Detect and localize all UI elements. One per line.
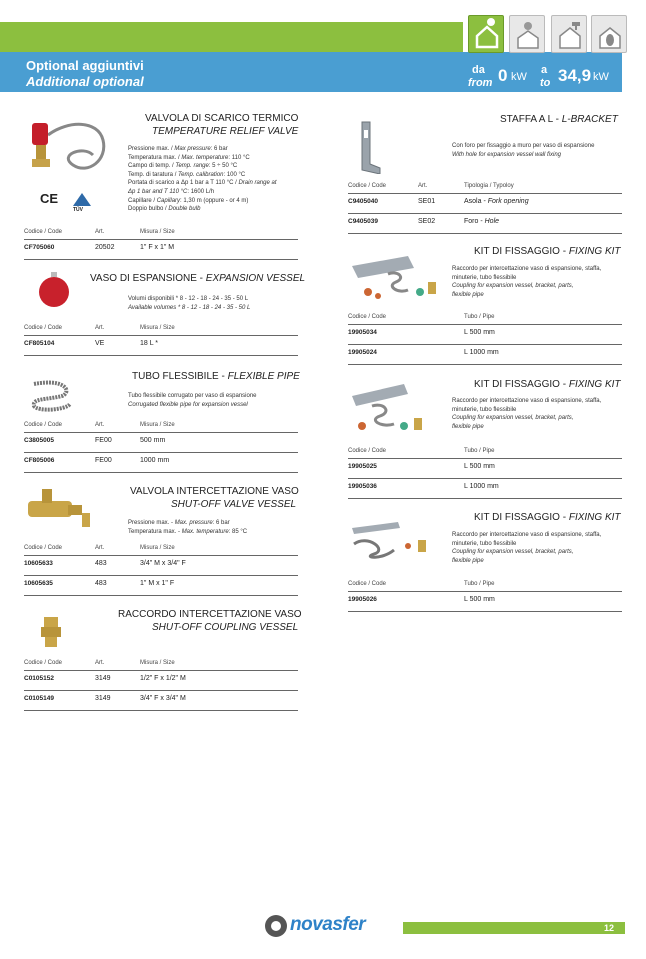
brand-name: novasfer xyxy=(290,914,366,935)
description-line xyxy=(128,392,257,401)
description-line xyxy=(452,142,594,151)
table-cell: SE01 xyxy=(418,198,436,205)
table-cell: SE02 xyxy=(418,218,436,225)
flexible-description xyxy=(128,392,257,409)
ce-mark: CE xyxy=(40,191,59,206)
description-value: : 5 ÷ 50 °C xyxy=(208,163,238,170)
description-line xyxy=(452,282,601,291)
kit1-description xyxy=(452,265,601,299)
tap-water-icon xyxy=(551,15,587,53)
description-text-it: Temperatura max. - xyxy=(128,528,182,535)
description-line xyxy=(128,188,277,197)
coupling-title-en: SHUT-OFF COUPLING VESSEL xyxy=(152,622,299,633)
table-header-cell: Misura / Size xyxy=(140,545,175,551)
expansion-title: VASO DI ESPANSIONE - EXPANSION VESSEL xyxy=(90,273,306,284)
table-cell: 3149 xyxy=(95,695,111,702)
description-text-en: With hole for expansion vessel wall fixing xyxy=(452,151,561,158)
table-cell: 18 L * xyxy=(140,340,159,347)
description-text-en: Available volumes * 8 - 12 - 18 - 24 - 35 - 50 L xyxy=(128,304,251,311)
table-cell: Asola - Fork opening xyxy=(464,198,529,205)
table-cell: FE00 xyxy=(95,457,112,464)
description-line xyxy=(452,414,601,423)
table-rule xyxy=(348,344,622,345)
product-code: C3805005 xyxy=(24,437,54,444)
table-header-cell: Codice / Code xyxy=(24,422,63,428)
sun-panel-icon xyxy=(509,15,545,53)
to-label-it: a xyxy=(541,64,548,76)
description-text-it: minuterie, tubo flessibile xyxy=(452,540,517,547)
table-cell: 500 mm xyxy=(140,437,166,444)
l-bracket-image xyxy=(358,120,382,179)
description-text-it: minuterie, tubo flessibile xyxy=(452,274,517,281)
description-line xyxy=(452,265,601,274)
description-line xyxy=(452,540,601,549)
description-value: : 1,30 m (oppure - or 4 m) xyxy=(180,197,249,204)
description-line xyxy=(128,197,277,206)
table-cell: L 1000 mm xyxy=(464,483,499,490)
description-text-it: Pressione max. / xyxy=(128,146,175,152)
shutoff-title-it: VALVOLA INTERCETTAZIONE VASO xyxy=(130,486,299,497)
leaf-house-icon xyxy=(591,15,627,53)
description-line xyxy=(128,304,250,313)
table-header-cell: Codice / Code xyxy=(24,325,63,331)
table-cell: L 500 mm xyxy=(464,463,495,470)
description-line xyxy=(128,179,277,188)
table-cell: 1/2" F x 1/2" M xyxy=(140,675,186,682)
shutoff-description xyxy=(128,519,247,536)
expansion-description xyxy=(128,295,250,312)
table-cell: L 1000 mm xyxy=(464,349,499,356)
table-cell: 1" F x 1" M xyxy=(140,244,175,251)
table-cell: 1000 mm xyxy=(140,457,170,464)
description-text-it: Temperatura max. / xyxy=(128,154,182,161)
kit3-title: KIT DI FISSAGGIO - FIXING KIT xyxy=(474,512,621,523)
description-text-it: Con foro per fissaggio a muro per vaso di espansione xyxy=(452,143,595,149)
description-text-en: Capillary xyxy=(156,197,181,204)
table-rule xyxy=(348,591,622,592)
description-line xyxy=(128,401,257,410)
description-value: : 100 °C xyxy=(223,171,246,178)
kit1-title: KIT DI FISSAGGIO - FIXING KIT xyxy=(474,246,621,257)
table-header-cell: Misura / Size xyxy=(140,660,175,666)
table-rule xyxy=(348,364,622,365)
table-header-cell: Art. xyxy=(95,660,105,666)
shutoff-valve-image xyxy=(24,487,98,536)
description-value: : 1600 L/h xyxy=(187,188,215,195)
table-cell: Foro - Hole xyxy=(464,218,500,225)
product-code: 10605633 xyxy=(24,560,53,567)
table-cell: 3/4" F x 3/4" M xyxy=(140,695,186,702)
description-text-en: flexible pipe xyxy=(452,423,484,430)
brand-logo xyxy=(264,914,366,938)
table-header-cell: Misura / Size xyxy=(140,325,175,331)
table-rule xyxy=(24,452,298,453)
kit2-title: KIT DI FISSAGGIO - FIXING KIT xyxy=(474,379,621,390)
table-cell: VE xyxy=(95,340,105,347)
description-line xyxy=(452,274,601,283)
table-header-cell: Codice / Code xyxy=(348,581,387,587)
description-line xyxy=(128,519,247,528)
table-rule xyxy=(24,472,298,473)
description-line xyxy=(128,205,277,214)
description-text-en: Double bulb xyxy=(168,206,201,213)
fixing-kit-3-image xyxy=(348,520,434,565)
table-rule xyxy=(24,670,298,671)
to-value: 34,9 xyxy=(558,66,592,85)
description-line xyxy=(452,406,601,415)
description-line xyxy=(452,557,601,566)
page-title-en: Additional optional xyxy=(26,74,144,89)
table-rule xyxy=(24,239,298,240)
description-text-en: Temp. calibration xyxy=(178,171,224,178)
product-code: C0105152 xyxy=(24,675,54,682)
description-value: : 6 bar xyxy=(212,520,230,526)
table-rule xyxy=(24,575,298,576)
description-text-it: Raccordo per intercettazione vaso di espansione, staffa, xyxy=(452,398,602,404)
description-line xyxy=(452,548,601,557)
table-header-cell: Codice / Code xyxy=(348,314,387,320)
tuv-label: TÜV xyxy=(73,207,83,213)
description-text-en: Max. temperature xyxy=(181,154,229,161)
product-code: 19905025 xyxy=(348,463,377,470)
bracket-description xyxy=(452,142,594,159)
product-code: CF705060 xyxy=(24,244,55,251)
product-code: 10605635 xyxy=(24,580,53,587)
description-line xyxy=(452,423,601,432)
product-code: C0105149 xyxy=(24,695,54,702)
table-rule xyxy=(348,213,622,214)
product-code: C9405040 xyxy=(348,198,378,205)
bracket-title: STAFFA A L - L-BRACKET xyxy=(500,114,618,125)
fixing-kit-1-image xyxy=(348,252,442,311)
flexible-title: TUBO FLESSIBILE - FLEXIBLE PIPE xyxy=(132,371,300,382)
table-rule xyxy=(348,498,622,499)
description-text-en: Max pressure xyxy=(174,146,211,152)
from-label-it: da xyxy=(472,64,485,76)
table-header-cell: Tubo / Pipe xyxy=(464,581,495,587)
product-code: C9405039 xyxy=(348,218,378,225)
description-text-it: Raccordo per intercettazione vaso di espansione, staffa, xyxy=(452,532,602,538)
table-cell-en: Fork opening xyxy=(487,198,529,205)
description-line xyxy=(452,291,601,300)
description-text-en: flexible pipe xyxy=(452,291,484,298)
table-header-cell: Codice / Code xyxy=(348,183,387,189)
to-unit: kW xyxy=(593,71,609,83)
description-text-en: Coupling for expansion vessel, bracket, parts, xyxy=(452,549,574,556)
description-text-en: Drain range at xyxy=(238,180,277,187)
product-code: CF805006 xyxy=(24,457,55,464)
table-rule xyxy=(24,432,298,433)
header-green-band xyxy=(0,22,463,52)
table-cell: L 500 mm xyxy=(464,596,495,603)
description-text-en: Δp 1 bar and T 110 °C xyxy=(128,188,188,195)
relief-title-it: VALVOLA DI SCARICO TERMICO xyxy=(145,113,299,124)
table-rule xyxy=(348,611,622,612)
table-rule xyxy=(24,690,298,691)
description-line xyxy=(128,528,247,537)
footer-band xyxy=(403,922,625,934)
table-cell: 3/4" M x 3/4" F xyxy=(140,560,186,567)
table-rule xyxy=(348,458,622,459)
from-label-en: from xyxy=(468,77,493,89)
description-text-it: Tubo flessibile corrugato per vaso di espansione xyxy=(128,393,257,399)
description-line xyxy=(128,145,277,154)
table-header-cell: Codice / Code xyxy=(24,229,63,235)
relief-valve-image xyxy=(28,115,114,186)
table-header-cell: Codice / Code xyxy=(24,660,63,666)
table-header-cell: Art. xyxy=(95,422,105,428)
description-text-en: Corrugated flexible pipe for expansion vessel xyxy=(128,401,248,408)
description-line xyxy=(452,397,601,406)
description-value: : 110 °C xyxy=(228,154,250,161)
description-text-en: Coupling for expansion vessel, bracket, parts, xyxy=(452,415,574,422)
table-header-cell: Misura / Size xyxy=(140,422,175,428)
table-rule xyxy=(348,233,622,234)
table-header-cell: Art. xyxy=(418,183,428,189)
description-text-en: Max. temperature xyxy=(181,528,229,535)
description-text-it: Volumi disponibili * 8 - 12 - 18 - 24 - 35 - 50 L xyxy=(128,296,249,302)
table-header-cell: Codice / Code xyxy=(24,545,63,551)
table-rule xyxy=(348,193,622,194)
table-header-cell: Tubo / Pipe xyxy=(464,314,495,320)
house-green-icon xyxy=(468,15,504,53)
table-header-cell: Art. xyxy=(95,325,105,331)
description-text-it: Campo di temp. / xyxy=(128,163,176,170)
page-number: 12 xyxy=(604,923,615,933)
description-text-it: Doppio bulbo / xyxy=(128,206,169,213)
table-header-cell: Art. xyxy=(95,229,105,235)
product-code: 19905034 xyxy=(348,329,377,336)
table-rule xyxy=(24,710,298,711)
description-text-en: Temp. range xyxy=(175,163,209,170)
page-title-it: Optional aggiuntivi xyxy=(26,58,144,73)
description-text-it: minuterie, tubo flessibile xyxy=(452,406,517,413)
description-text-it: Pressione max. - xyxy=(128,520,175,526)
coupling-title-it: RACCORDO INTERCETTAZIONE VASO xyxy=(118,609,302,620)
description-text-en: Coupling for expansion vessel, bracket, parts, xyxy=(452,283,574,290)
description-text-it: Temp. di taratura / xyxy=(128,171,179,178)
table-cell: FE00 xyxy=(95,437,112,444)
kit3-description xyxy=(452,531,601,565)
description-line xyxy=(128,162,277,171)
table-cell: 20502 xyxy=(95,244,115,251)
shutoff-title-en: SHUT-OFF VALVE VESSEL xyxy=(171,499,297,510)
table-cell: 483 xyxy=(95,560,107,567)
to-label-en: to xyxy=(540,77,551,89)
table-rule xyxy=(348,478,622,479)
description-line xyxy=(128,171,277,180)
table-header-cell: Art. xyxy=(95,545,105,551)
product-code: 19905036 xyxy=(348,483,377,490)
table-header-cell: Misura / Size xyxy=(140,229,175,235)
relief-description xyxy=(128,145,277,214)
table-rule xyxy=(24,355,298,356)
table-cell: 1" M x 1" F xyxy=(140,580,175,587)
table-rule xyxy=(24,595,298,596)
table-header-cell: Codice / Code xyxy=(348,448,387,454)
flexible-pipe-image xyxy=(26,376,74,417)
table-rule xyxy=(24,335,298,336)
table-rule xyxy=(24,259,298,260)
table-rule xyxy=(24,555,298,556)
table-cell-en: Hole xyxy=(484,218,500,225)
fixing-kit-2-image xyxy=(348,382,430,443)
description-text-it: Portata di scarico a Δp 1 bar a T 110 °C / xyxy=(128,180,239,187)
relief-title-en: TEMPERATURE RELIEF VALVE xyxy=(152,126,299,137)
product-code: 19905026 xyxy=(348,596,377,603)
description-text-en: flexible pipe xyxy=(452,557,484,564)
kit2-description xyxy=(452,397,601,431)
expansion-vessel-image xyxy=(38,272,70,313)
table-cell: 483 xyxy=(95,580,107,587)
table-cell: L 500 mm xyxy=(464,329,495,336)
description-line xyxy=(128,295,250,304)
product-code: CF805104 xyxy=(24,340,55,347)
from-value: 0 xyxy=(498,66,508,85)
description-text-it: Raccordo per intercettazione vaso di espansione, staffa, xyxy=(452,266,602,272)
from-unit: kW xyxy=(511,71,527,83)
description-value: : 85 °C xyxy=(228,528,248,535)
table-rule xyxy=(348,324,622,325)
table-header-cell: Tipologia / Typoloy xyxy=(464,183,514,189)
description-value: : 6 bar xyxy=(210,146,228,152)
description-text-en: Max. pressure xyxy=(174,520,213,526)
product-code: 19905024 xyxy=(348,349,377,356)
brand-logo-icon xyxy=(264,914,288,938)
description-line xyxy=(128,154,277,163)
description-line xyxy=(452,531,601,540)
description-line xyxy=(452,151,594,160)
table-cell: 3149 xyxy=(95,675,111,682)
description-text-it: Capillare / xyxy=(128,197,157,204)
coupling-image xyxy=(40,617,62,652)
table-header-cell: Tubo / Pipe xyxy=(464,448,495,454)
